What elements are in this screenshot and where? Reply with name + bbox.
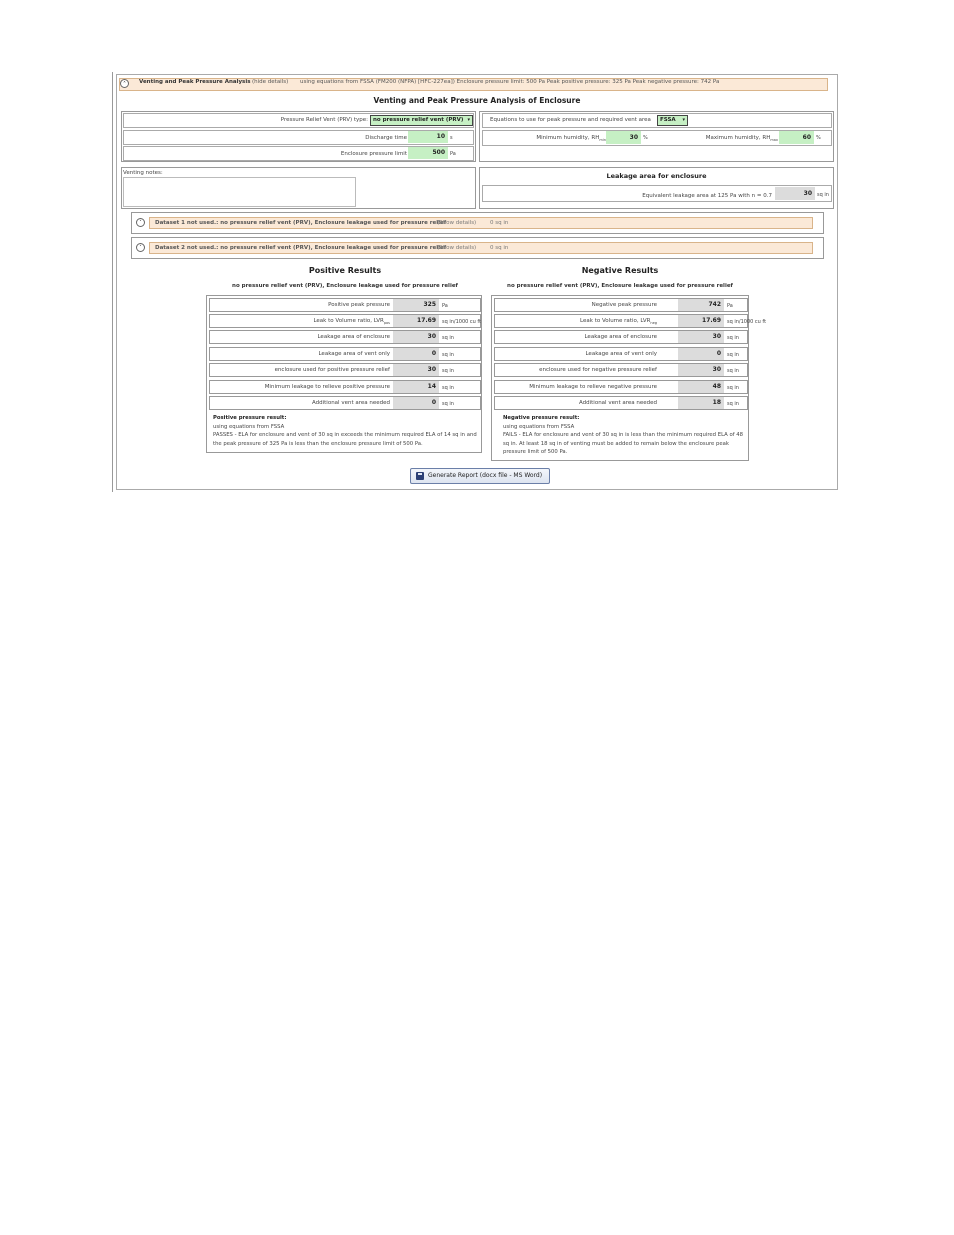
prv-type-dropdown[interactable]	[370, 115, 473, 126]
row-label: enclosure used for negative pressure relief	[539, 367, 657, 373]
row-unit: sq in	[442, 385, 454, 391]
row-label: Negative peak pressure	[591, 302, 657, 308]
dataset-1-toggle[interactable]: (Show details)	[437, 220, 477, 226]
max-humidity-label-text: Maximum humidity, RH	[705, 135, 771, 141]
max-humidity-label	[660, 135, 778, 142]
row-unit: sq in	[727, 368, 739, 374]
section-summary: using equations from FSSA (FM200 (NFPA) [HFC-227ea]) Enclosure pressure limit: 500 Pa Peak positive pressure: 325 Pa Peak negative pressure: 742 Pa	[300, 79, 720, 85]
generate-report-button[interactable]	[410, 468, 550, 484]
row-label: Minimum leakage to relieve negative pressure	[529, 384, 657, 390]
row-unit: Pa	[727, 303, 733, 309]
outer-frame-line	[112, 72, 113, 492]
floppy-disk-icon	[416, 472, 424, 480]
ela-value: 30	[775, 187, 815, 200]
row-value: 17.69	[393, 315, 439, 327]
row-value: 0	[678, 348, 724, 360]
table-row	[209, 363, 481, 377]
positive-results-subtitle: no pressure relief vent (PRV), Enclosure leakage used for pressure relief	[232, 283, 458, 289]
row-label: Positive peak pressure	[328, 302, 390, 308]
chevron-down-icon[interactable]: ˅	[136, 243, 145, 252]
lvr-sub: pos	[383, 321, 390, 326]
lvr-label: Leak to Volume ratio, LVR	[313, 318, 384, 324]
discharge-time-label: Discharge time	[365, 135, 407, 141]
table-row	[494, 380, 748, 394]
row-unit: sq in	[727, 385, 739, 391]
row-value: 30	[393, 331, 439, 343]
row-label: Additional vent area needed	[578, 400, 657, 406]
row-unit: sq in/1000 cu ft	[727, 319, 767, 325]
prv-type-value: no pressure relief vent (PRV)	[373, 117, 464, 123]
row-unit: Pa	[442, 303, 448, 309]
chevron-down-icon[interactable]: ˅	[136, 218, 145, 227]
negative-results-title: Negative Results	[581, 266, 659, 275]
table-row	[494, 396, 748, 410]
table-row	[494, 314, 767, 328]
positive-result-line2: PASSES - ELA for enclosure and vent of 30 sq in exceeds the minimum required ELA of 14 sq in and the peak pressure of 325 Pa is less than the enclosure pressure limit of 500 Pa.	[213, 432, 477, 447]
table-row	[209, 330, 481, 344]
dropdown-arrow-icon: ▾	[467, 117, 470, 123]
chevron-up-icon[interactable]: ˄	[120, 79, 129, 88]
table-row	[494, 298, 748, 312]
row-label	[313, 318, 390, 325]
table-row	[209, 314, 481, 328]
negative-result-line1: using equations from FSSA	[503, 423, 575, 430]
row-value: 17.69	[678, 315, 724, 327]
pressure-limit-input[interactable]: 500	[408, 147, 448, 159]
min-humidity-label	[490, 135, 606, 142]
venting-notes-label: Venting notes:	[123, 170, 163, 176]
max-humidity-sub: max	[770, 138, 778, 143]
row-label: Minimum leakage to relieve positive pressure	[264, 384, 390, 390]
dataset-1-title: Dataset 1 not used.: no pressure relief vent (PRV), Enclosure leakage used for pressure relief	[155, 220, 447, 226]
row-value: 30	[393, 364, 439, 376]
row-unit: sq in	[727, 335, 739, 341]
dataset-2-area: 0 sq in	[490, 245, 509, 251]
row-unit: sq in/1000 cu ft	[442, 319, 482, 325]
dataset-2-title: Dataset 2 not used.: no pressure relief vent (PRV), Enclosure leakage used for pressure relief	[155, 245, 447, 251]
min-humidity-input[interactable]: 30	[606, 131, 641, 144]
lvr-label: Leak to Volume ratio, LVR	[580, 318, 651, 324]
row-label: Leakage area of vent only	[318, 351, 390, 357]
row-unit: sq in	[442, 401, 454, 407]
discharge-time-unit: s	[450, 135, 453, 141]
row-value: 0	[393, 397, 439, 409]
page-title: Venting and Peak Pressure Analysis of Enclosure	[373, 96, 581, 105]
row-unit: sq in	[727, 401, 739, 407]
row-unit: sq in	[727, 352, 739, 358]
row-value: 30	[678, 331, 724, 343]
venting-notes-textarea[interactable]	[123, 177, 356, 207]
row-value: 325	[393, 299, 439, 311]
row-value: 14	[393, 381, 439, 393]
row-label: Additional vent area needed	[311, 400, 390, 406]
dataset-1-area: 0 sq in	[490, 220, 509, 226]
row-value: 0	[393, 348, 439, 360]
max-humidity-unit: %	[816, 135, 821, 141]
table-row	[494, 347, 748, 361]
row-value: 742	[678, 299, 724, 311]
positive-results-title: Positive Results	[308, 266, 382, 275]
row-label: Leakage area of enclosure	[584, 334, 657, 340]
lvr-sub: neg	[650, 321, 657, 326]
row-label: Leakage area of vent only	[585, 351, 657, 357]
table-row	[209, 396, 481, 410]
ela-unit: sq in	[817, 192, 829, 198]
pressure-limit-label: Enclosure pressure limit	[340, 151, 407, 157]
negative-result-heading: Negative pressure result:	[503, 415, 580, 421]
min-humidity-label-text: Minimum humidity, RH	[536, 135, 600, 141]
hide-details-link[interactable]: (hide details)	[252, 79, 289, 85]
table-row	[494, 330, 748, 344]
table-row	[209, 380, 481, 394]
negative-result-line2: FAILS - ELA for enclosure and vent of 30 sq in is less than the minimum required ELA of 48 sq in. At least 18 sq in of venting must be added to remain below the enclosure peak pressure limit of 500 Pa.	[503, 432, 743, 455]
min-humidity-unit: %	[643, 135, 648, 141]
ela-label: Equivalent leakage area at 125 Pa with n = 0.7	[642, 193, 772, 199]
table-row	[209, 298, 481, 312]
equations-label: Equations to use for peak pressure and required vent area	[490, 117, 651, 123]
row-label: Leakage area of enclosure	[317, 334, 390, 340]
dataset-2-toggle[interactable]: (Show details)	[437, 245, 477, 251]
positive-result-text	[213, 414, 477, 448]
row-value: 18	[678, 397, 724, 409]
row-label: enclosure used for positive pressure relief	[274, 367, 390, 373]
max-humidity-input[interactable]: 60	[779, 131, 814, 144]
dropdown-arrow-icon: ▾	[682, 117, 685, 123]
generate-report-label: Generate Report (docx file - MS Word)	[428, 472, 543, 479]
discharge-time-input[interactable]: 10	[408, 131, 448, 143]
negative-result-text	[503, 414, 743, 457]
positive-result-heading: Positive pressure result:	[213, 415, 287, 421]
row-label	[580, 318, 657, 325]
positive-result-line1: using equations from FSSA	[213, 423, 285, 430]
row-value: 48	[678, 381, 724, 393]
table-row	[209, 347, 481, 361]
negative-results-subtitle: no pressure relief vent (PRV), Enclosure leakage used for pressure relief	[507, 283, 733, 289]
row-unit: sq in	[442, 335, 454, 341]
equations-dropdown[interactable]	[657, 115, 688, 126]
prv-type-label: Pressure Relief Vent (PRV) type:	[280, 117, 368, 123]
row-value: 30	[678, 364, 724, 376]
row-unit: sq in	[442, 352, 454, 358]
min-humidity-sub: min	[599, 138, 606, 143]
pressure-limit-unit: Pa	[450, 151, 456, 157]
leakage-title: Leakage area for enclosure	[606, 172, 707, 180]
row-unit: sq in	[442, 368, 454, 374]
table-row	[494, 363, 748, 377]
equations-value: FSSA	[660, 117, 676, 123]
section-title: Venting and Peak Pressure Analysis	[139, 79, 251, 85]
